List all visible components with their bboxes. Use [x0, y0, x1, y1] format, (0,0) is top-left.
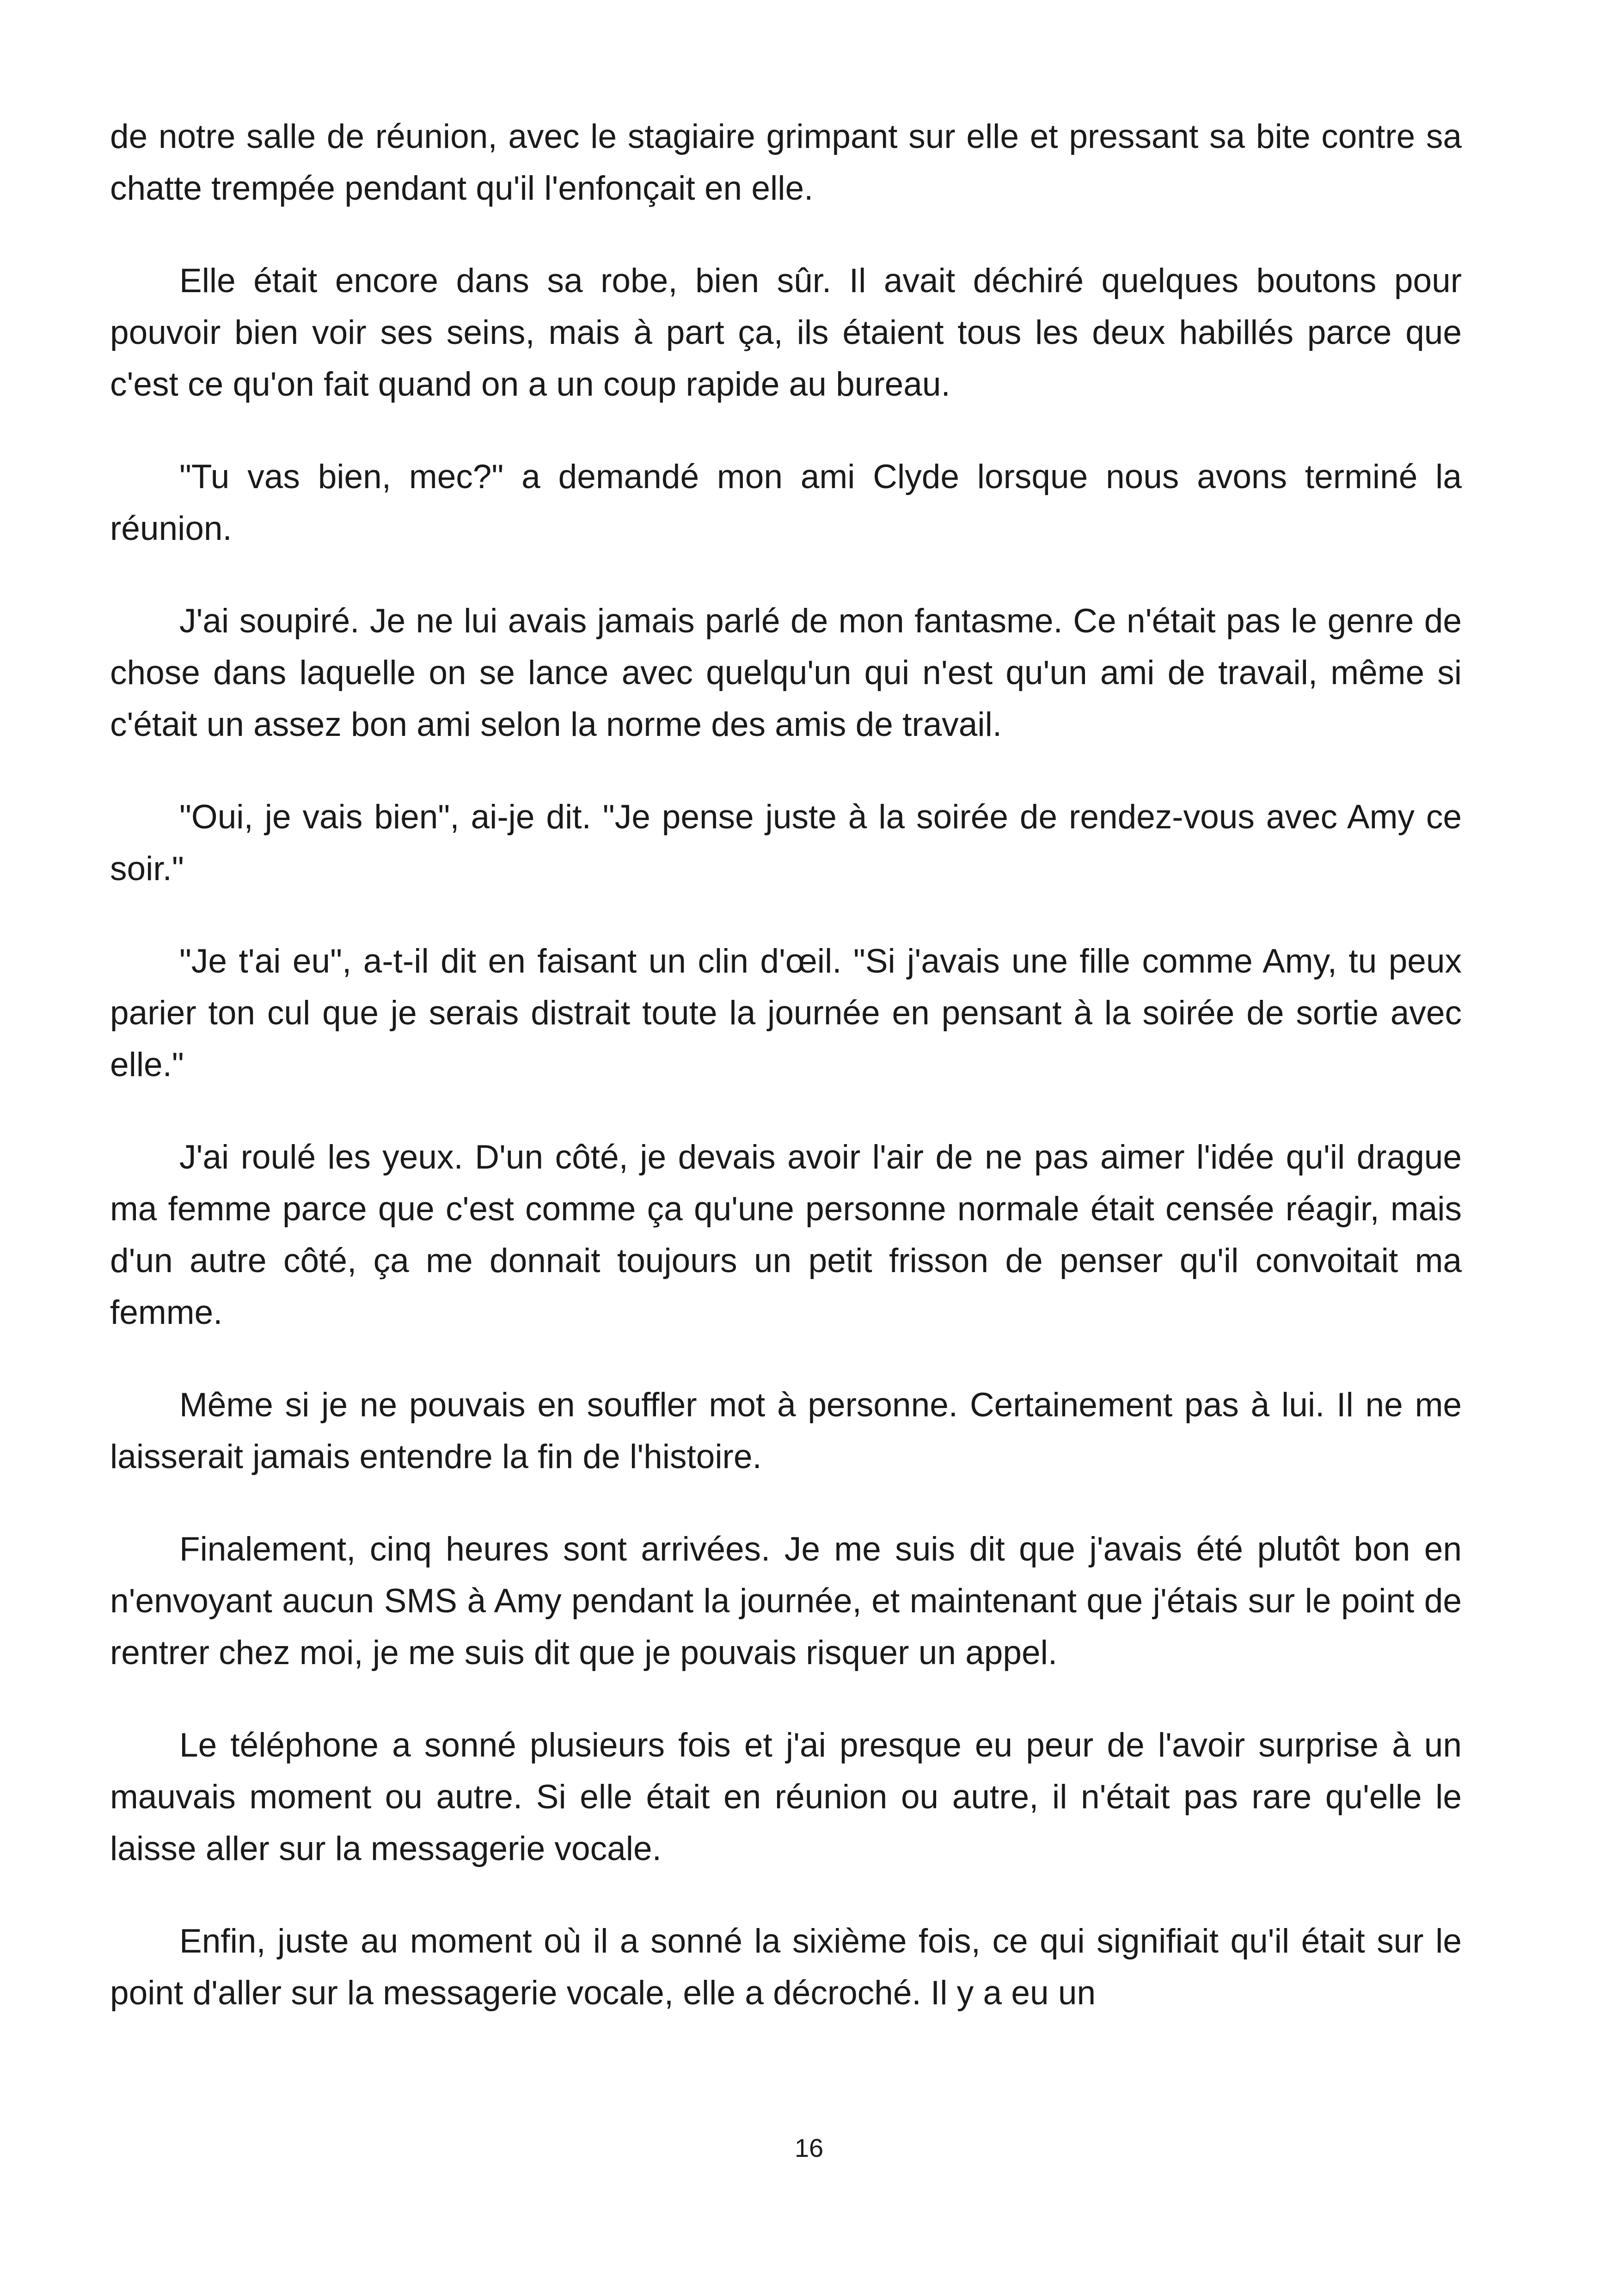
paragraph: Elle était encore dans sa robe, bien sûr. Il avait déchiré quelques boutons pour pouvoir bien voir ses seins, mais à part ça, ils étaient tous les deux habillés parce que c'est ce qu'on fait quand on a un coup rapide au bureau. [110, 262, 1462, 403]
paragraph: J'ai soupiré. Je ne lui avais jamais parlé de mon fantasme. Ce n'était pas le genre de chose dans laquelle on se lance avec quelqu'un qui n'est qu'un ami de travail, même si c'était un assez bon ami selon la norme des amis de travail. [110, 602, 1462, 743]
paragraph: J'ai roulé les yeux. D'un côté, je devais avoir l'air de ne pas aimer l'idée qu'il drague ma femme parce que c'est comme ça qu'une personne normale était censée réagir, mais d'un autre côté, ça me donnait toujours un petit frisson de penser qu'il convoitait ma femme. [110, 1139, 1462, 1331]
body-text [110, 111, 1462, 2060]
page-number: 16 [794, 2133, 824, 2162]
paragraph: Enfin, juste au moment où il a sonné la sixième fois, ce qui signifiait qu'il était sur le point d'aller sur la messagerie vocale, elle a décroché. Il y a eu un [110, 1923, 1462, 2012]
paragraph: "Tu vas bien, mec?" a demandé mon ami Clyde lorsque nous avons terminé la réunion. [110, 458, 1462, 547]
paragraph: de notre salle de réunion, avec le stagiaire grimpant sur elle et pressant sa bite contre sa chatte trempée pendant qu'il l'enfonçait en elle. [110, 118, 1462, 207]
paragraph: "Je t'ai eu", a-t-il dit en faisant un clin d'œil. "Si j'avais une fille comme Amy, tu peux parier ton cul que je serais distrait toute la journée en pensant à la soirée de sortie avec elle." [110, 943, 1462, 1084]
paragraph: Le téléphone a sonné plusieurs fois et j'ai presque eu peur de l'avoir surprise à un mauvais moment ou autre. Si elle était en réunion ou autre, il n'était pas rare qu'elle le laisse aller sur la messagerie vocale. [110, 1727, 1462, 1867]
paragraph: "Oui, je vais bien", ai-je dit. "Je pense juste à la soirée de rendez-vous avec Amy ce soir." [110, 798, 1462, 888]
paragraph: Finalement, cinq heures sont arrivées. Je me suis dit que j'avais été plutôt bon en n'envoyant aucun SMS à Amy pendant la journée, et maintenant que j'étais sur le point de rentrer chez moi, je me suis dit que je pouvais risquer un appel. [110, 1531, 1462, 1671]
paragraph: Même si je ne pouvais en souffler mot à personne. Certainement pas à lui. Il ne me laisserait jamais entendre la fin de l'histoire. [110, 1386, 1462, 1476]
